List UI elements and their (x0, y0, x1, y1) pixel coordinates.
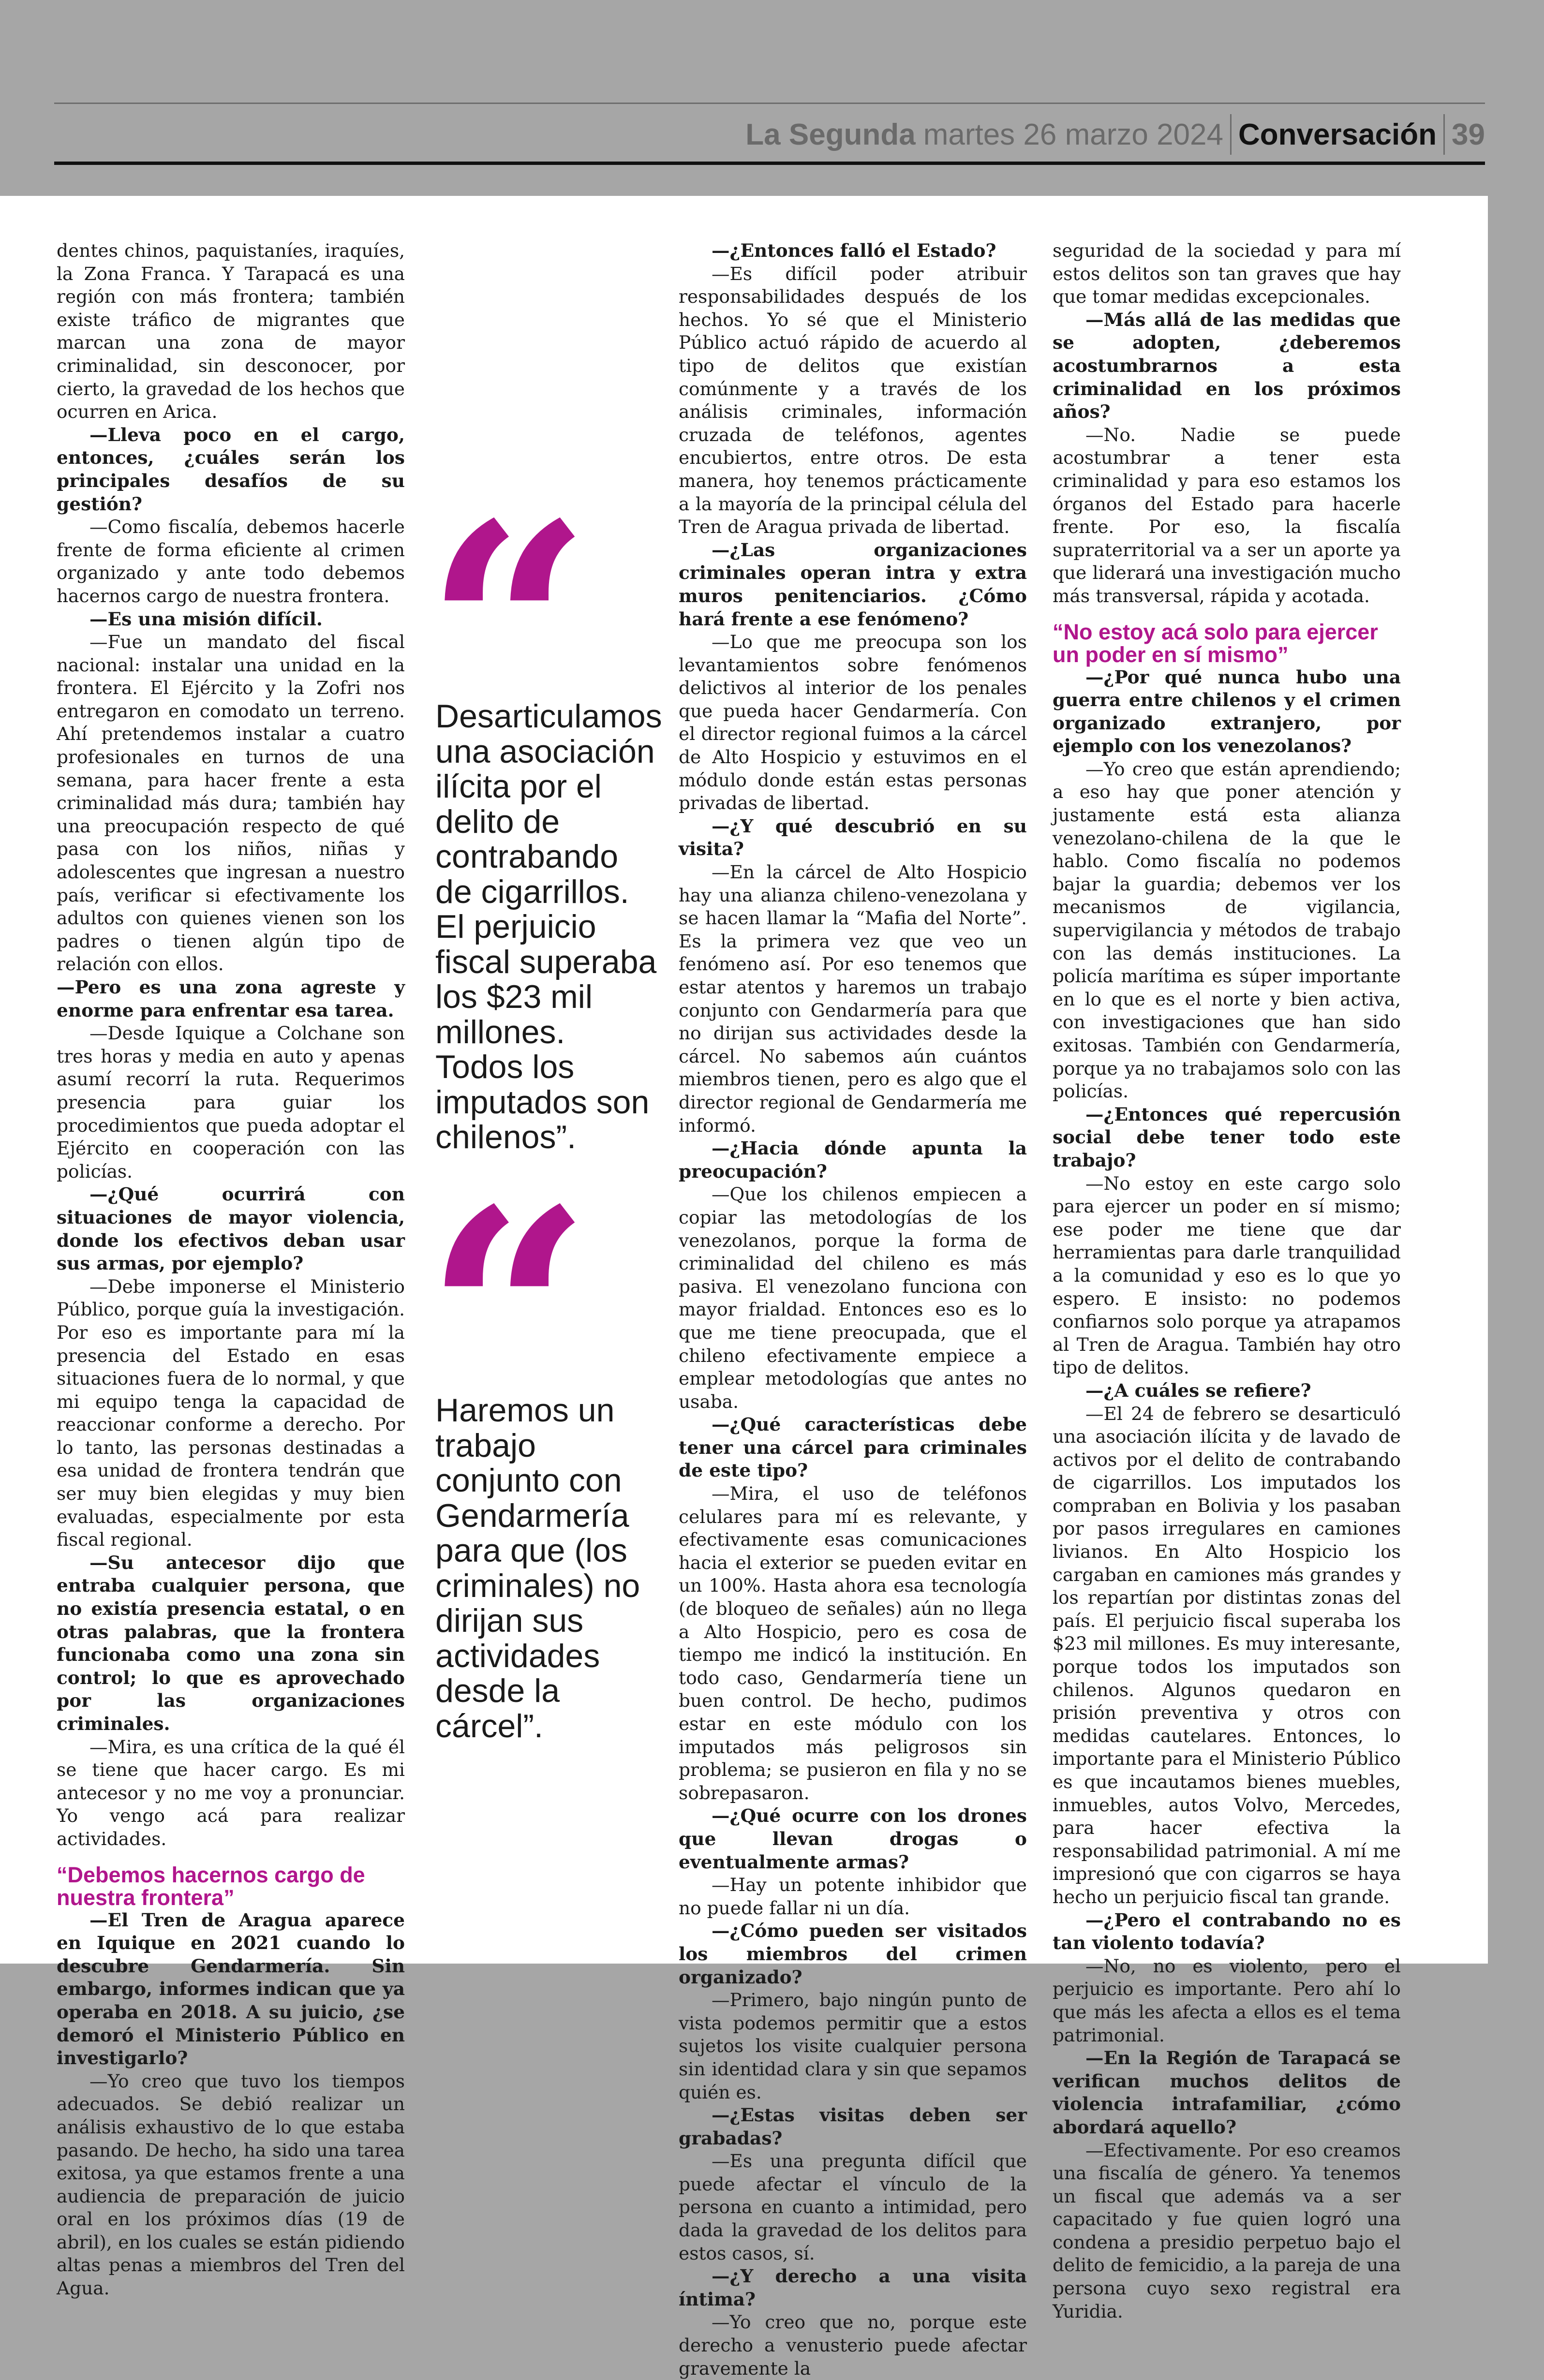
text-column-3 (1053, 239, 1401, 2323)
question: —Más allá de las medidas que se adopten, ¿deberemos acostumbrarnos a esta criminalidad en los próximos años? (1053, 309, 1401, 423)
answer: —Yo creo que tuvo los tiempos adecuados. Se debió realizar un análisis exhaustivo de lo que estaba pasando. De hecho, ha sido una tarea exitosa, ya que estamos frente a una audiencia de preparación de juicio oral en los próximos días (19 de abril), en los cuales se están pidiendo altas penas a miembros del Tren del Agua. (57, 2070, 405, 2299)
quote-mark-icon (425, 1191, 592, 1356)
header-divider (1230, 114, 1232, 155)
question: —Pero es una zona agreste y enorme para enfrentar esa tarea. (57, 976, 405, 1021)
answer: —Es una pregunta difícil que puede afectar el vínculo de la persona en cuanto a intimidad, pero dada la gravedad de los delitos para estos casos, sí. (679, 2150, 1027, 2264)
pull-quote-2: Haremos un trabajo conjunto con Gendarmería para que (los criminales) no dirijan sus actividades desde la cárcel”. (435, 1392, 640, 1744)
question: —Su antecesor dijo que entraba cualquier persona, que no existía presencia estatal, o en otras palabras, que la frontera funcionaba como una zona sin control; lo que es aprovechado por las organizaciones criminales. (57, 1552, 405, 1734)
page-header (54, 103, 1485, 165)
question: —¿Qué ocurrirá con situaciones de mayor violencia, donde los efectivos deban usar sus armas, por ejemplo? (57, 1183, 405, 1274)
answer: —Fue un mandato del fiscal nacional: instalar una unidad en la frontera. El Ejército y la Zofri nos entregaron en comodato un terreno. Ahí pretendemos instalar a cuatro profesionales en turnos de una semana, para hacer frente a esta criminalidad más dura; también hay una preocupación respecto de qué pasa con los niños, niñas y adolescentes que ingresan a nuestro país, verificar si efectivamente los adultos con quienes vienen son los padres o tienen algún tipo de relación con ellos. (57, 631, 405, 975)
answer: —Lo que me preocupa son los levantamientos sobre fenómenos delictivos al interior de los penales que pueda hacer Gendarmería. Con el director regional fuimos a la cárcel de Alto Hospicio y estuvimos en el módulo donde están estas personas privadas de libertad. (679, 631, 1027, 814)
question: —¿Y derecho a una visita íntima? (679, 2265, 1027, 2310)
answer: —Yo creo que están aprendiendo; a eso hay que poner atención y justamente está esta alianza venezolano-chilena de la que le hablo. Como fiscalía no podemos bajar la guardia; debemos ver los mecanismos de vigilancia, supervigilancia y métodos de trabajo con las demás instituciones. La policía marítima es súper importante en lo que es el norte y bien activa, con investigaciones que han sido exitosas. También con Gendarmería, porque ya no trabajamos solo con las policías. (1053, 758, 1401, 1102)
page-number: 39 (1452, 118, 1485, 151)
question: —¿Hacia dónde apunta la preocupación? (679, 1138, 1027, 1182)
subheading: “Debemos hacernos cargo de nuestra frontera” (57, 1862, 365, 1910)
pull-quote-1: Desarticulamos una asociación ilícita por el delito de contrabando de cigarrillos. El perjuicio fiscal superaba los $23 mil millones. Todos los imputados son chilenos”. (435, 698, 662, 1155)
header-row (745, 110, 1485, 159)
question: —¿A cuáles se refiere? (1085, 1379, 1311, 1401)
question: —Es una misión difícil. (89, 608, 323, 630)
question: —El Tren de Aragua aparece en Iquique en 2021 cuando lo descubre Gendarmería. Sin embargo, informes indican que ya operaba en 2018. A su juicio, ¿se demoró el Ministerio Público en investigarlo? (57, 1909, 405, 2069)
answer: —No estoy en este cargo solo para ejercer un poder en sí mismo; ese poder me tiene que dar herramientas para darle tranquilidad a la comunidad y eso es lo que yo espero. E insisto: no podemos confiarnos solo porque ya atrapamos al Tren de Aragua. También hay otro tipo de delitos. (1053, 1172, 1401, 1378)
answer: —Primero, bajo ningún punto de vista podemos permitir que a estos sujetos los visite cualquier persona sin identidad clara y sin que sepamos quién es. (679, 1989, 1027, 2103)
answer: —Es difícil poder atribuir responsabilidades después de los hechos. Yo sé que el Ministerio Público actuó rápido de acuerdo al tipo de delitos que existían comúnmente y a través de los análisis criminales, información cruzada de teléfonos, agentes encubiertos, entre otros. De esta manera, hoy tenemos prácticamente a la mayoría de la principal célula del Tren de Aragua privada de libertad. (679, 263, 1027, 538)
question: —¿Pero el contrabando no es tan violento todavía? (1053, 1909, 1401, 1954)
text-column-2 (679, 239, 1027, 2380)
answer: —Que los chilenos empiecen a copiar las metodologías de los venezolanos, porque la forma de criminalidad del chileno es más pasiva. El venezolano funciona con mayor frialdad. Entonces eso es lo que me tiene preocupada, que el chileno efectivamente empiece a emplear metodologías que antes no usaba. (679, 1183, 1027, 1412)
answer: —Como fiscalía, debemos hacerle frente de forma eficiente al crimen organizado y ante todo debemos hacernos cargo de nuestra frontera. (57, 516, 405, 606)
text-column-1 (57, 239, 405, 2300)
question: —¿Por qué nunca hubo una guerra entre chilenos y el crimen organizado extranjero, por ejemplo con los venezolanos? (1053, 666, 1401, 757)
answer: —Debe imponerse el Ministerio Público, porque guía la investigación. Por eso es importante para mí la presencia del Estado en esas situaciones fuera de lo normal, y que mi equipo tenga la capacidad de reaccionar conforme a derecho. Por lo tanto, las personas destinadas a esa unidad de frontera tendrán que ser muy bien elegidas y muy bien evaluadas, especialmente por esta fiscal regional. (57, 1275, 405, 1551)
publication-date: martes 26 marzo 2024 (923, 118, 1223, 151)
article-page (0, 196, 1488, 2379)
subheading: “No estoy acá solo para ejercer un poder en sí mismo” (1053, 619, 1378, 667)
quote-mark-icon (425, 505, 592, 670)
header-bottom-rule (54, 162, 1485, 165)
answer: —Yo creo que no, porque este derecho a venusterio puede afectar gravemente la (679, 2311, 1027, 2379)
question: —¿Entonces falló el Estado? (712, 240, 996, 261)
answer: —Mira, el uso de teléfonos celulares para mí es relevante, y efectivamente esas comunicaciones hacia el exterior se pueden evitar en un 100%. Hasta ahora esa tecnología (de bloqueo de señales) aún no llega a Alto Hospicio, pero es cosa de tiempo me indicó la institución. En todo caso, Gendarmería tiene un buen control. De hecho, pudimos estar en este módulo con los imputados más peligrosos sin problema; se pusieron en fila y no se sobrepasaron. (679, 1483, 1027, 1803)
header-top-rule (54, 103, 1485, 104)
answer: —Desde Iquique a Colchane son tres horas y media en auto y apenas asumí recorrí la ruta. Requerimos presencia para guiar los procedimientos que pueda adoptar el Ejército en cooperación con las policías. (57, 1022, 405, 1182)
question: —¿Entonces qué repercusión social debe tener todo este trabajo? (1053, 1103, 1401, 1171)
question: —¿Qué características debe tener una cárcel para criminales de este tipo? (679, 1414, 1027, 1481)
newspaper-name: La Segunda (745, 118, 916, 151)
header-divider (1443, 114, 1445, 155)
paragraph: seguridad de la sociedad y para mí estos delitos son tan graves que hay que tomar medidas excepcionales. (1053, 240, 1401, 308)
question: —¿Las organizaciones criminales operan intra y extra muros penitenciarios. ¿Cómo hará frente a ese fenómeno? (679, 539, 1027, 630)
answer: —No, no es violento, pero el perjuicio es importante. Pero ahí lo que más les afecta a ellos es el tema patrimonial. (1053, 1955, 1401, 2046)
answer: —En la cárcel de Alto Hospicio hay una alianza chileno-venezolana y se hacen llamar la “Mafia del Norte”. Es la primera vez que veo un fenómeno así. Por eso tenemos que estar atentos y haremos un trabajo conjunto con Gendarmería para que no dirijan sus actividades desde la cárcel. No sabemos aún cuántos miembros tienen, pero es algo que el director regional de Gendarmería me informó. (679, 861, 1027, 1136)
question: —Lleva poco en el cargo, entonces, ¿cuáles serán los principales desafíos de su gestión? (57, 424, 405, 515)
answer: —Hay un potente inhibidor que no puede fallar ni un día. (679, 1874, 1027, 1919)
question: —En la Región de Tarapacá se verifican muchos delitos de violencia intrafamiliar, ¿cómo abordará aquello? (1053, 2047, 1401, 2138)
question: —¿Cómo pueden ser visitados los miembros del crimen organizado? (679, 1920, 1027, 1988)
paragraph: dentes chinos, paquistaníes, iraquíes, la Zona Franca. Y Tarapacá es una región con más frontera; también existe tráfico de migrantes que marcan una zona de mayor criminalidad, sin desconocer, por cierto, la gravedad de los hechos que ocurren en Arica. (57, 240, 405, 423)
section-name: Conversación (1238, 118, 1437, 151)
answer: —Mira, es una crítica de la qué él se tiene que hacer cargo. Es mi antecesor y no me voy a pronunciar. Yo vengo acá para realizar actividades. (57, 1736, 405, 1849)
answer: —No. Nadie se puede acostumbrar a tener esta criminalidad y para eso estamos los órganos del Estado para hacerle frente. Por eso, la fiscalía supraterritorial va a ser un aporte ya que liderará una investigación mucho más transversal, rápida y acotada. (1053, 424, 1401, 606)
answer: —El 24 de febrero se desarticuló una asociación ilícita y de lavado de activos por el delito de contrabando de cigarrillos. Los imputados los compraban en Bolivia y los pasaban por pasos irregulares en camiones livianos. En Alto Hospicio los cargaban en camiones más grandes y los repartían por distintas zonas del país. El perjuicio fiscal superaba los $23 mil millones. Es muy interesante, porque todos los imputados son chilenos. Algunos quedaron en prisión preventiva y otros con medidas cautelares. Entonces, lo importante para el Ministerio Público es que incautamos bienes muebles, inmuebles, autos Volvo, Mercedes, para hacer efectiva la responsabilidad patrimonial. A mí me impresionó que con cigarros se haya hecho un perjuicio fiscal tan grande. (1053, 1403, 1401, 1907)
question: —¿Qué ocurre con los drones que llevan drogas o eventualmente armas? (679, 1805, 1027, 1873)
answer: —Efectivamente. Por eso creamos una fiscalía de género. Ya tenemos un fiscal que además va a ser capacitado y fue quien logró una condena a presidio perpetuo bajo el delito de femicidio, a la pareja de una persona cuyo sexo registral era Yuridia. (1053, 2139, 1401, 2322)
question: —¿Estas visitas deben ser grabadas? (679, 2104, 1027, 2149)
question: —¿Y qué descubrió en su visita? (679, 815, 1027, 860)
